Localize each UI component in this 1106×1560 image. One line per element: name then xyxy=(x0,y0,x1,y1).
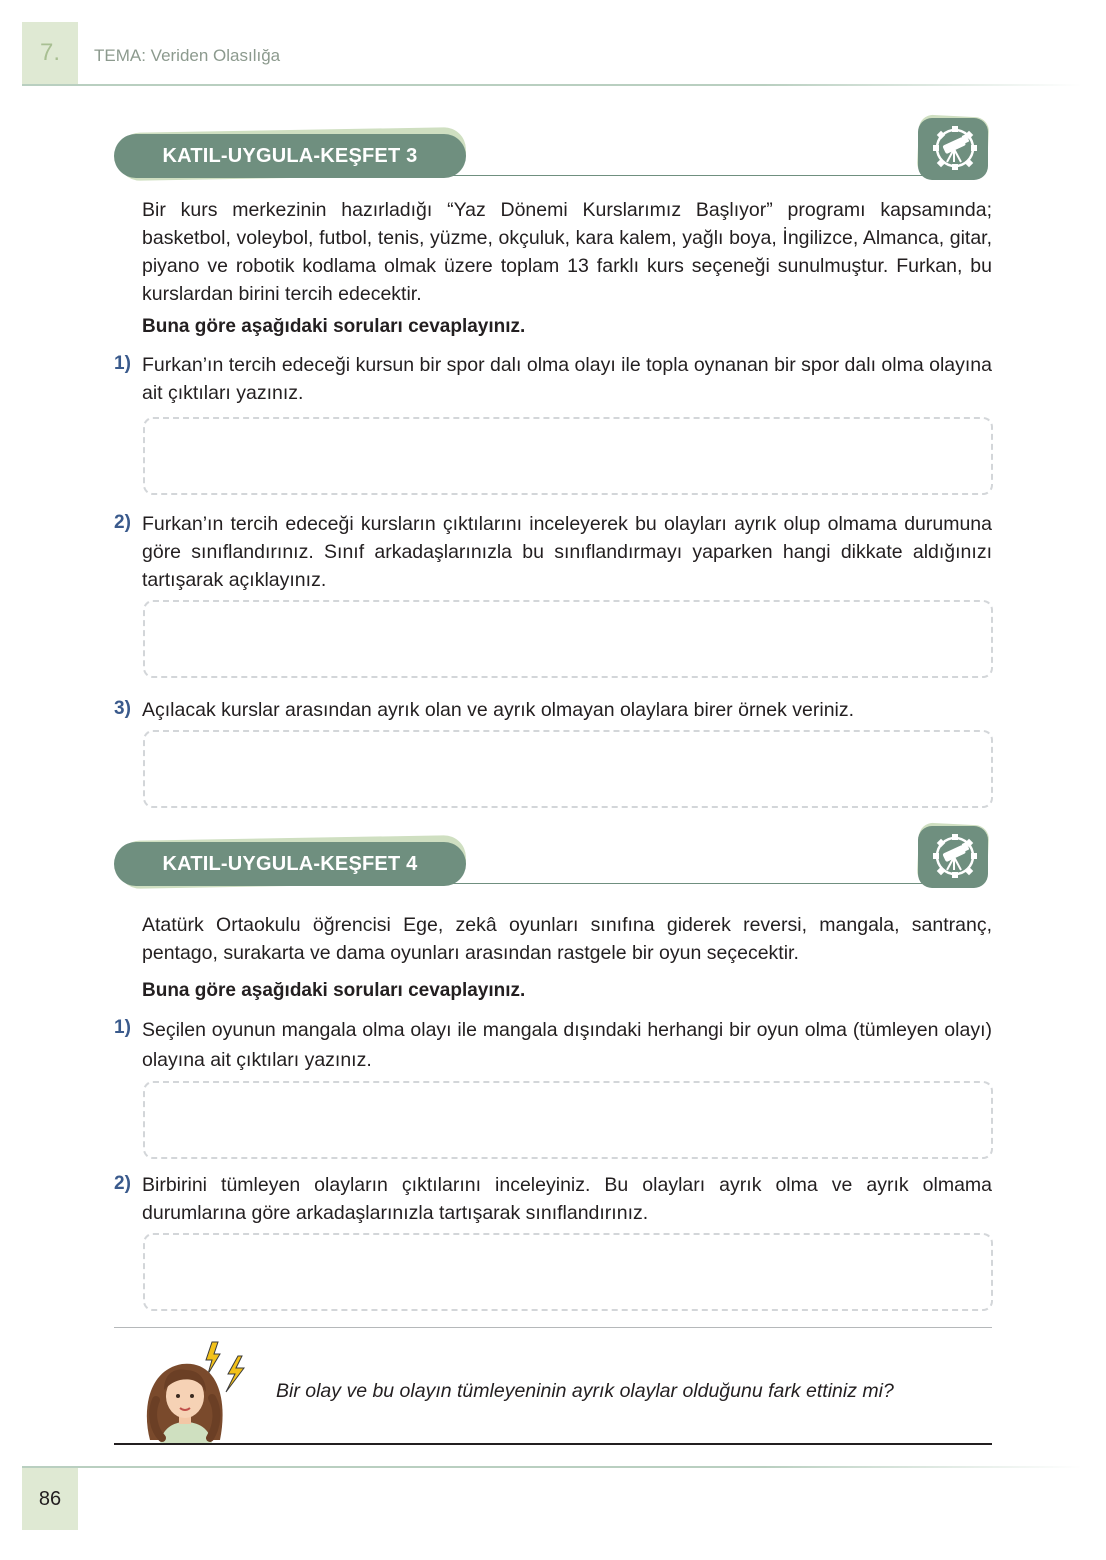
section4-instruction: Buna göre aşağıdaki soruları cevaplayınız. xyxy=(142,980,526,1001)
section3-q1-number: 1) xyxy=(114,353,131,374)
section4-q2-answer-box[interactable] xyxy=(143,1233,993,1311)
page-number: 86 xyxy=(22,1468,78,1530)
header-divider xyxy=(22,84,1082,86)
section3-q3-answer-box[interactable] xyxy=(143,730,993,808)
girl-thinking-icon xyxy=(140,1340,250,1444)
section3-intro: Bir kurs merkezinin hazırladığı “Yaz Dönemi Kurslarımız Başlıyor” programı kapsamında; basketbol, voleybol, futbol, tenis, yüzme, okçuluk, kara kalem, yağlı boya, İngilizce, Almanca, gitar, piyano ve robotik kodlama olmak üzere toplam 13 farklı kurs seçeneği sunulmuştur. Furkan, bu kurslardan birini tercih edecektir. xyxy=(142,199,992,305)
unit-number: 7. xyxy=(22,22,78,84)
section4-q1-number: 1) xyxy=(114,1017,131,1038)
theme-title: TEMA: Veriden Olasılığa xyxy=(94,46,281,65)
section3-q3-number: 3) xyxy=(114,698,131,719)
section4-title: KATIL-UYGULA-KEŞFET 4 xyxy=(114,842,466,886)
section4-q1-answer-box[interactable] xyxy=(143,1081,993,1159)
telescope-gear-icon xyxy=(918,826,988,888)
section3-instruction: Buna göre aşağıdaki soruları cevaplayınız. xyxy=(142,316,526,337)
section3-q2-text: Furkan’ın tercih edeceği kursların çıktılarını inceleyerek bu olayları ayrık olup olmama durumuna göre sınıflandırınız. Sınıf arkadaşlarınızla bu sınıflandırmayı yaparken hangi dikkate aldığınızı tartışarak açıklayınız. xyxy=(142,513,992,591)
telescope-gear-icon xyxy=(918,118,988,180)
section3-q3-text: Açılacak kurslar arasından ayrık olan ve ayrık olmayan olaylara birer örnek veriniz. xyxy=(142,699,855,721)
note-bottom-rule xyxy=(114,1443,992,1445)
section3-q1-answer-box[interactable] xyxy=(143,417,993,495)
section4-q2-text: Birbirini tümleyen olayların çıktılarını inceleyiniz. Bu olayları ayrık olma ve ayrık olmama durumlarına göre arkadaşlarınızla tartışarak sınıflandırınız. xyxy=(142,1174,992,1224)
section3-title: KATIL-UYGULA-KEŞFET 3 xyxy=(114,134,466,178)
section4-q2-number: 2) xyxy=(114,1173,131,1194)
note-text: Bir olay ve bu olayın tümleyeninin ayrık olaylar olduğunu fark ettiniz mi? xyxy=(276,1380,894,1402)
section3-q2-answer-box[interactable] xyxy=(143,600,993,678)
section4-intro: Atatürk Ortaokulu öğrencisi Ege, zekâ oyunları sınıfına giderek reversi, mangala, santranç, pentago, surakarta ve dama oyunları arasından rastgele bir oyun seçecektir. xyxy=(142,914,992,964)
footer-divider xyxy=(22,1466,1082,1468)
section3-q2-number: 2) xyxy=(114,512,131,533)
section3-q1-text: Furkan’ın tercih edeceği kursun bir spor dalı olma olayı ile topla oynanan bir spor dalı olma olayına ait çıktıları yazınız. xyxy=(142,354,992,404)
section4-q1-text: Seçilen oyunun mangala olma olayı ile mangala dışındaki herhangi bir oyun olma (tümleyen olayı) olayına ait çıktıları yazınız. xyxy=(142,1019,992,1071)
note-top-rule xyxy=(114,1327,992,1328)
